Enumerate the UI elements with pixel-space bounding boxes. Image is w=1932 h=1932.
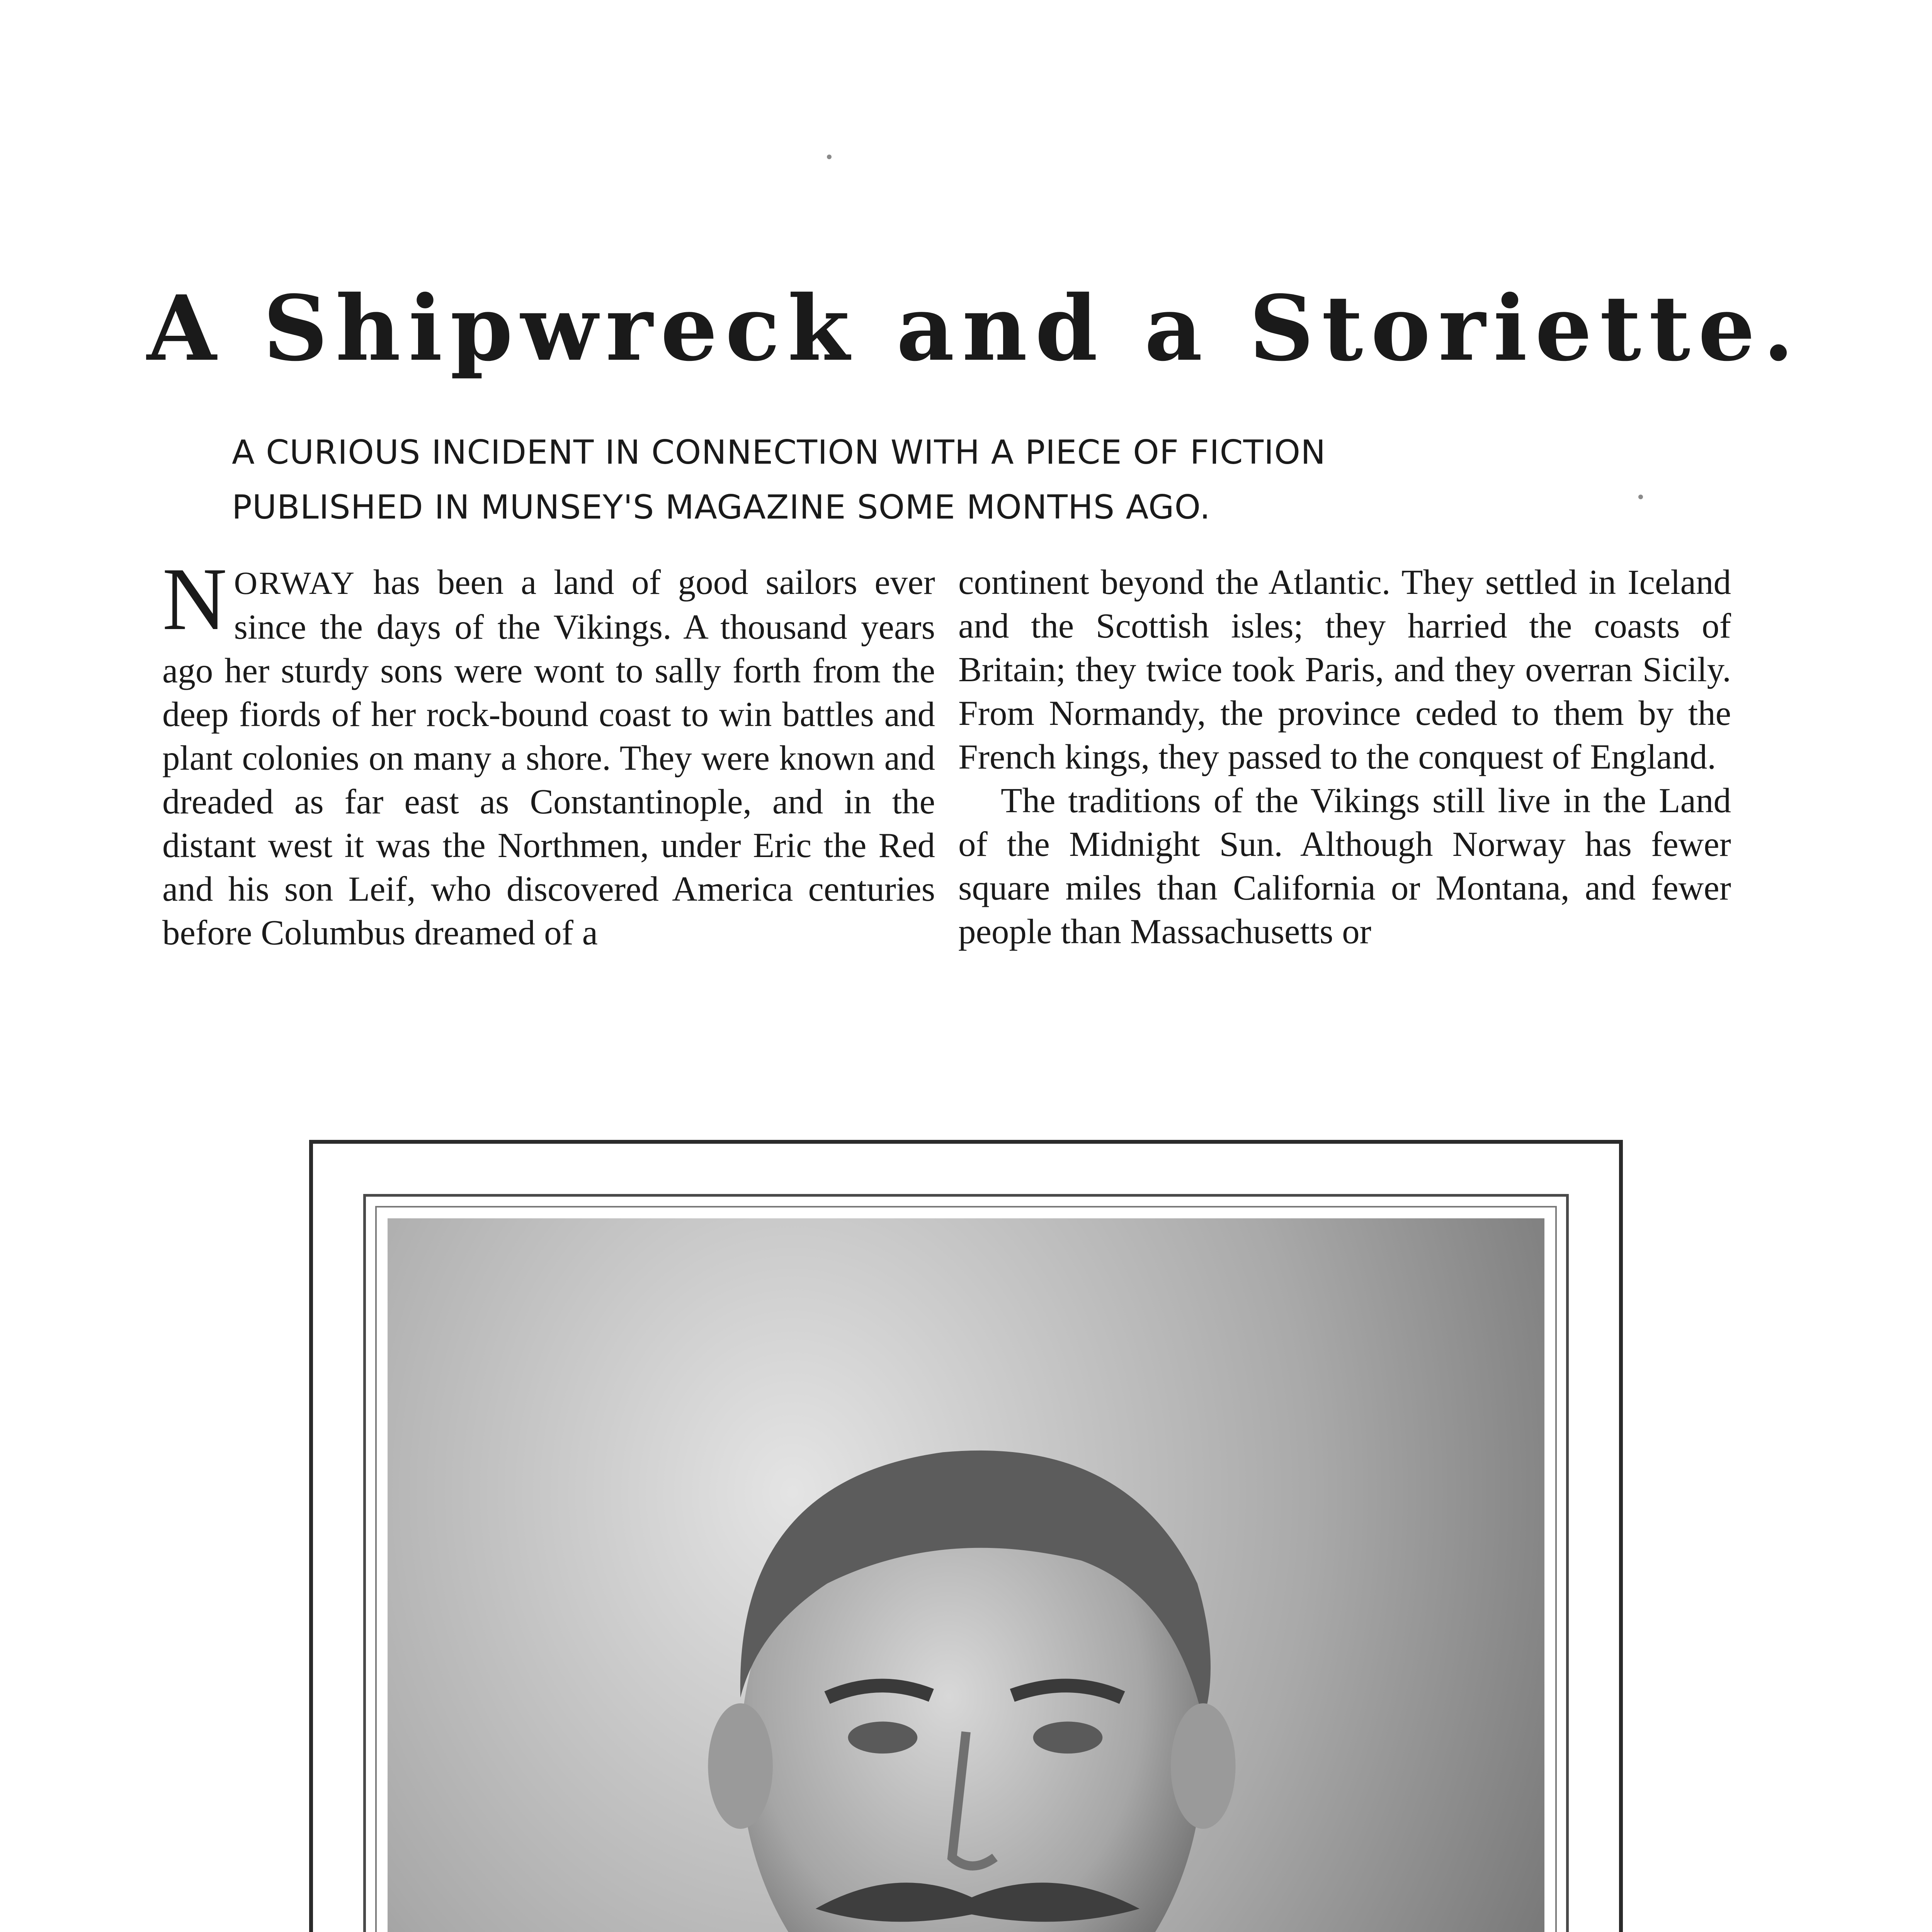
- paragraph-traditions: The traditions of the Vikings still live in the Land of the Midnight Sun. Although Norway has fewer square miles than California or Montana, and fewer people than Massachusetts or: [958, 781, 1731, 951]
- article-title: A Shipwreck and a Storiette.: [147, 276, 1802, 381]
- portrait-frame: [309, 1140, 1623, 1932]
- column-1-text: has been a land of good sailors ever since the days of the Vikings. A thousand years ago her sturdy sons were wont to sally forth from the deep fiords of her rock-bound coast to win battles and plant colonies on many a shore. They were known and dreaded as far east as Constantinople, and in the distant west it was the Northmen, under Eric the Red and his son Leif, who discovered America centuries before Columbus dreamed of a: [162, 563, 935, 952]
- portrait-photo: [388, 1218, 1544, 1932]
- body-column-right: [958, 560, 1731, 1109]
- paragraph-opening: [162, 560, 935, 954]
- print-speck: [1638, 495, 1643, 499]
- article-subtitle: [232, 425, 1700, 535]
- portrait-inner-border: [363, 1194, 1569, 1932]
- portrait-illustration: [388, 1218, 1544, 1932]
- body-column-left: [162, 560, 935, 1109]
- subtitle-line-1: A CURIOUS INCIDENT IN CONNECTION WITH A PIECE OF FICTION: [232, 433, 1326, 472]
- paragraph-continued: continent beyond the Atlantic. They settled in Iceland and the Scottish isles; they harried the coasts of Britain; they twice took Paris, and they overran Sicily. From Normandy, the province ceded to them by the French kings, they passed to the conquest of England.: [958, 563, 1731, 776]
- print-speck: [827, 155, 832, 159]
- lead-in-caps: ORWAY: [234, 565, 356, 601]
- subtitle-line-2: PUBLISHED IN MUNSEY'S MAGAZINE SOME MONTHS AGO.: [232, 488, 1211, 527]
- drop-cap: N: [162, 560, 227, 649]
